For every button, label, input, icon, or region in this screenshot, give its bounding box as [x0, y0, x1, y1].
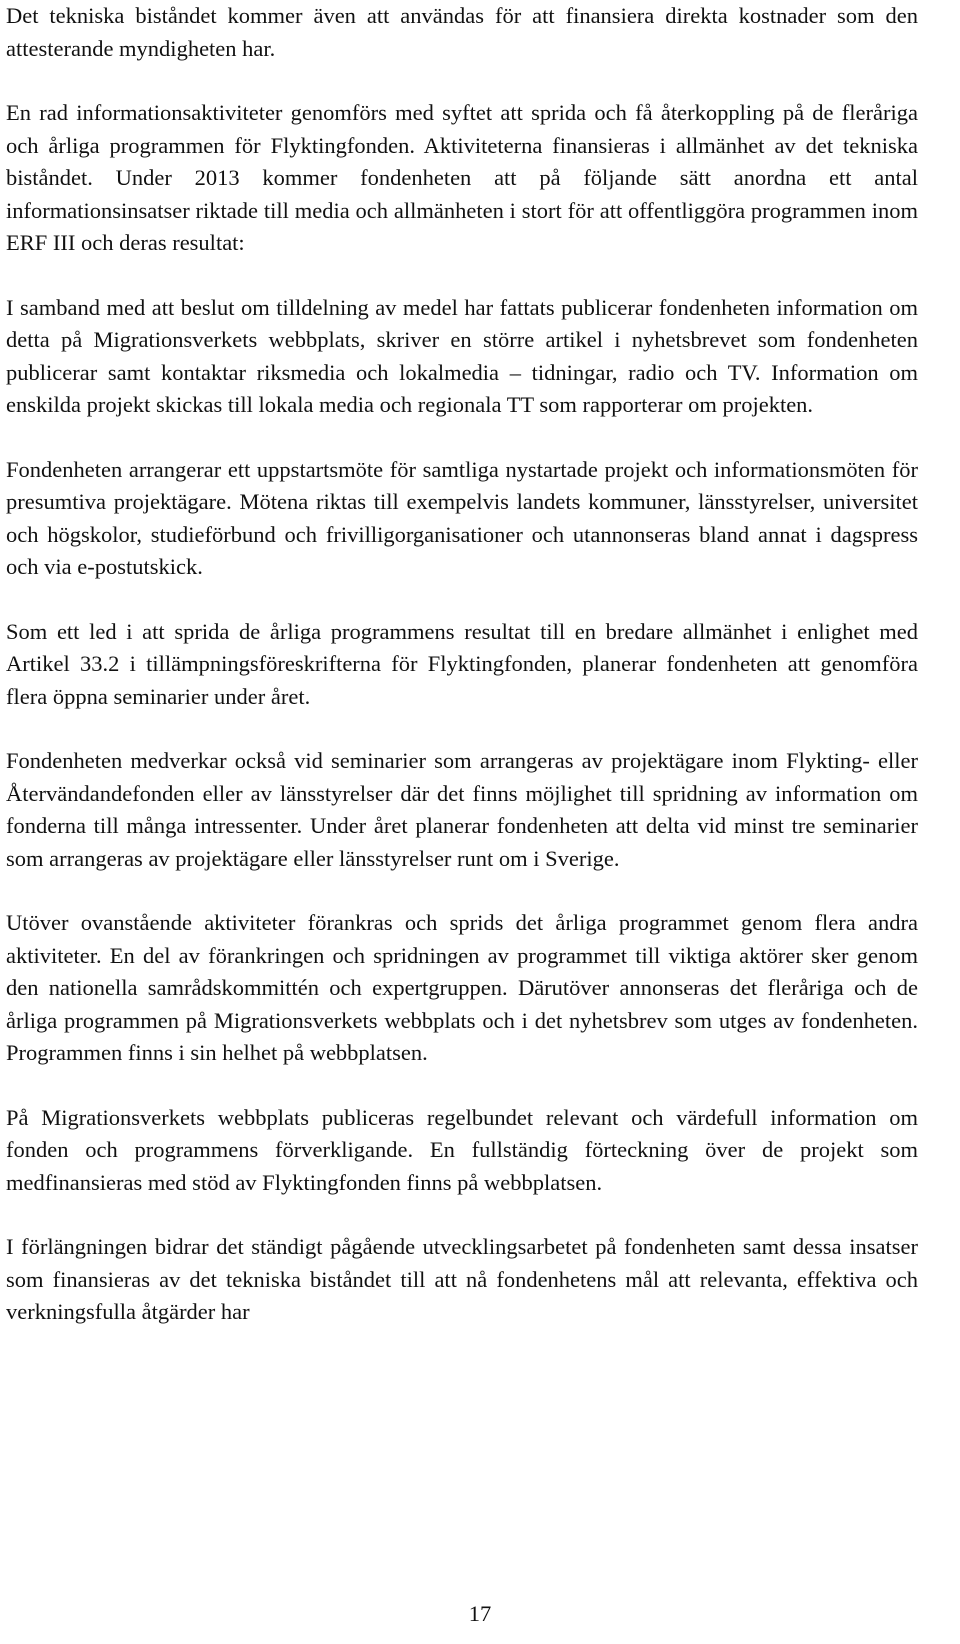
paragraph: Fondenheten medverkar också vid seminarier som arrangeras av projektägare inom Flykting- eller Återvändandefonden eller av länsstyrelser där det finns möjlighet till spridning av information om fonderna till många intressenter. Under året planerar fondenheten att delta vid minst tre seminarier som arrangeras av projektägare eller länsstyrelser runt om i Sverige.	[6, 748, 918, 871]
paragraph: Som ett led i att sprida de årliga programmens resultat till en bredare allmänhet i enlighet med Artikel 33.2 i tillämpningsföreskrifterna för Flyktingfonden, planerar fondenheten att genomföra flera öppna seminarier under året.	[6, 618, 918, 709]
paragraph: I förlängningen bidrar det ständigt pågående utvecklingsarbetet på fondenheten samt dessa insatser som finansieras av det tekniska biståndet till att nå fondenhetens mål att relevanta, effektiva och verkningsfulla åtgärder har	[6, 1234, 918, 1324]
paragraph: Fondenheten arrangerar ett uppstartsmöte för samtliga nystartade projekt och informationsmöten för presumtiva projektägare. Mötena riktas till exempelvis landets kommuner, länsstyrelser, universitet och högskolor, studieförbund och frivilligorganisationer och utannonseras bland annat i dagspress och via e-postutskick.	[6, 456, 918, 579]
paragraph: Utöver ovanstående aktiviteter förankras och sprids det årliga programmet genom flera andra aktiviteter. En del av förankringen och spridningen av programmet till viktiga aktörer sker genom den nationella samrådskommittén och expertgruppen. Därutöver annonseras det fleråriga och de årliga programmen på Migrationsverkets webbplats och i det nyhetsbrev som utges av fondenheten. Programmen finns i sin helhet på webbplatsen.	[6, 910, 918, 1065]
paragraph: I samband med att beslut om tilldelning av medel har fattats publicerar fondenheten information om detta på Migrationsverkets webbplats, skriver en större artikel i nyhetsbrevet som fondenheten publicerar samt kontaktar riksmedia och lokalmedia – tidningar, radio och TV. Information om enskilda projekt skickas till lokala media och regionala TT som rapporterar om projekten.	[6, 294, 918, 417]
paragraph: På Migrationsverkets webbplats publiceras regelbundet relevant och värdefull information om fonden och programmens förverkligande. En fullständig förteckning över de projekt som medfinansieras med stöd av Flyktingfonden finns på webbplatsen.	[6, 1104, 918, 1195]
paragraph: Det tekniska biståndet kommer även att användas för att finansiera direkta kostnader som den attesterande myndigheten har.	[6, 3, 918, 61]
page-number: 17	[468, 1601, 492, 1626]
paragraph: En rad informationsaktiviteter genomförs med syftet att sprida och få återkoppling på de fleråriga och årliga programmen för Flyktingfonden. Aktiviteterna finansieras i allmänhet av det tekniska biståndet. Under 2013 kommer fondenheten att på följande sätt anordna ett antal informationsinsatser riktade till media och allmänheten i stort för att offentliggöra programmen inom ERF III och deras resultat:	[6, 100, 918, 255]
